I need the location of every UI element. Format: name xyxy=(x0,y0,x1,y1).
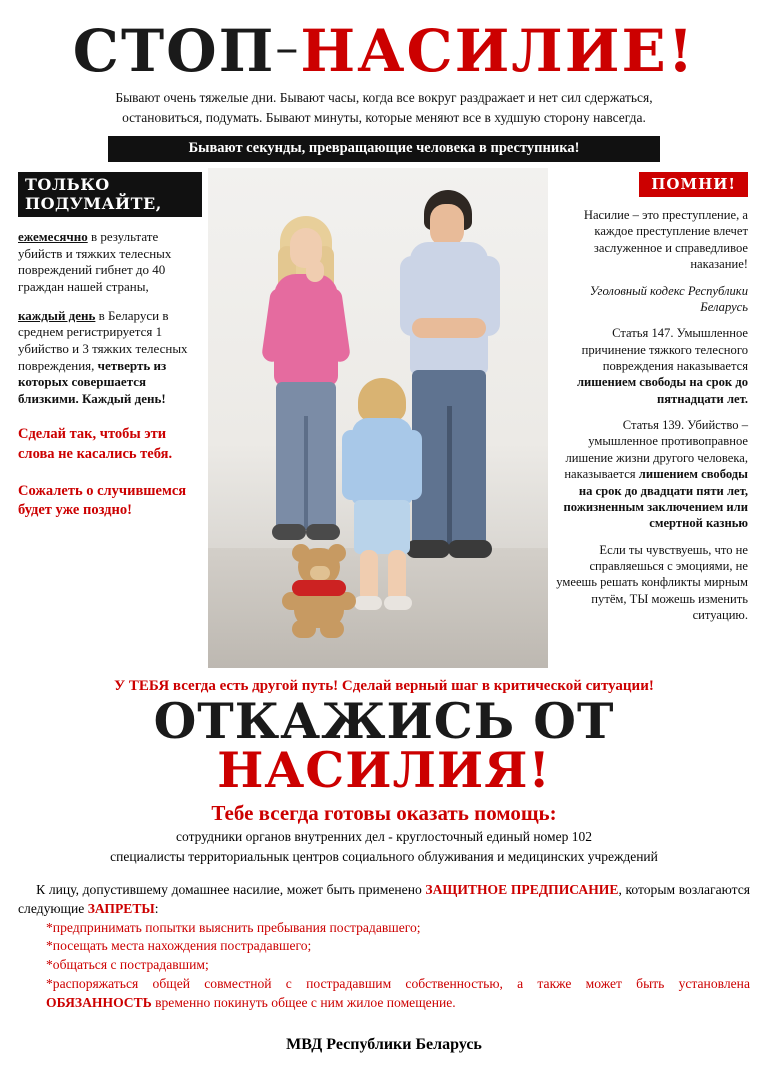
legal-prohibitions: ЗАПРЕТЫ xyxy=(87,900,155,916)
help-line-1: сотрудники органов внутренних дел - круглосточный единый номер 102 xyxy=(176,829,592,845)
right-code-title: Уголовный кодекс Республики Беларусь xyxy=(589,283,748,314)
article-139-text: Статья 139. Убийство – умышленное противоправное лишение жизни другого человека, наказывается xyxy=(564,418,748,482)
cta-headline-black: ОТКАЖИСЬ ОТ xyxy=(153,692,615,751)
title-word-violence: НАСИЛИЕ! xyxy=(300,17,696,85)
help-line-2: специалисты территориальнык центров социального облуживания и медицинских учреждений xyxy=(110,848,658,864)
legal-last-a: *распоряжаться общей совместной с пострадавшим собственностью, а также может быть установлена xyxy=(46,975,750,991)
lead-line-1: Бывают очень тяжелые дни. Бывают часы, когда все вокруг раздражает и нет сил сдержаться, xyxy=(115,90,653,105)
right-article-139 xyxy=(552,417,748,532)
article-147-penalty: лишением свободы на срок до пятнадцати лет. xyxy=(576,375,748,406)
left-column xyxy=(18,172,208,672)
banner-seconds: Бывают секунды, превращающие человека в преступника! xyxy=(108,136,660,162)
legal-intro-c: : xyxy=(154,900,159,916)
page-title xyxy=(18,17,750,85)
tag-remember: ПОМНИ! xyxy=(639,172,748,197)
legal-block xyxy=(18,881,750,1012)
photo-teddy-bear xyxy=(282,548,354,646)
left-red-2: Сожалеть о случившемся будет уже поздно! xyxy=(18,482,187,518)
left-p2-rest: в Беларуси в среднем регистрируется 1 убийство и 3 тяжких телесных повреждения, xyxy=(18,307,188,373)
photo-column xyxy=(208,172,548,672)
article-139-penalty: лишением свободы на срок до двадцати пяти лет, пожизненным заключением или смертной казнью xyxy=(563,467,748,531)
right-article-147 xyxy=(552,325,748,407)
left-p2-bold2: четверть из которых совершается близкими. Каждый день! xyxy=(18,357,167,406)
family-photo xyxy=(208,168,548,668)
title-dash: – xyxy=(275,20,301,74)
left-paragraph-2 xyxy=(18,308,202,408)
legal-protective-order: ЗАЩИТНОЕ ПРЕДПИСАНИЕ xyxy=(425,882,619,898)
middle-section xyxy=(18,172,750,672)
legal-item-last xyxy=(18,975,750,1013)
left-p1-bold: ежемесячно xyxy=(18,229,88,245)
legal-item: *посещать места нахождения пострадавшего; xyxy=(46,938,312,954)
right-paragraph-4: Если ты чувствуешь, что не справляешься с эмоциями, не умеешь решать конфликты мирным путём, ТЫ можешь изменить ситуацию. xyxy=(556,542,748,623)
lead-paragraph xyxy=(52,88,716,127)
right-paragraph-1: Насилие – это преступление, а каждое преступление влечет заслуженное и справедливое наказание! xyxy=(583,208,748,272)
left-red-1: Сделай так, чтобы эти слова не касались тебя. xyxy=(18,426,173,462)
legal-last-b: временно покинуть общее с ним жилое помещение. xyxy=(151,994,456,1010)
left-p2-bold: каждый день xyxy=(18,307,96,323)
left-paragraph-1 xyxy=(18,229,202,296)
legal-obligation: ОБЯЗАННОСТЬ xyxy=(46,994,152,1010)
cta-line: У ТЕБЯ всегда есть другой путь! Сделай верный шаг в критической ситуации! xyxy=(114,678,654,695)
legal-item: *предпринимать попытки выяснить пребывания пострадавшего; xyxy=(46,919,421,935)
cta-headline-red: НАСИЛИЯ! xyxy=(217,741,551,800)
lead-line-2: остановиться, подумать. Бывают минуты, которые меняют все в худшую сторону навсегда. xyxy=(122,109,646,125)
footer-authority: МВД Республики Беларусь xyxy=(286,1036,482,1054)
legal-intro xyxy=(18,881,750,919)
tag-think: ТОЛЬКО ПОДУМАЙТЕ, xyxy=(18,172,202,217)
right-column xyxy=(548,172,748,672)
legal-item: *общаться с пострадавшим; xyxy=(46,957,209,973)
cta-headline xyxy=(18,692,750,800)
title-word-stop: СТОП xyxy=(72,17,276,85)
legal-intro-a: К лицу, допустившему домашнее насилие, может быть применено xyxy=(36,882,426,898)
legal-intro-b: , которым возлагаются следующие xyxy=(18,882,750,916)
article-147-text: Статья 147. Умышленное причинение тяжкого телесного повреждения наказывается xyxy=(581,326,748,373)
help-title: Тебе всегда готовы оказать помощь: xyxy=(211,801,557,826)
left-p1-rest: в результате убийств и тяжких телесных повреждений гибнет до 40 граждан нашей страны, xyxy=(18,229,172,294)
